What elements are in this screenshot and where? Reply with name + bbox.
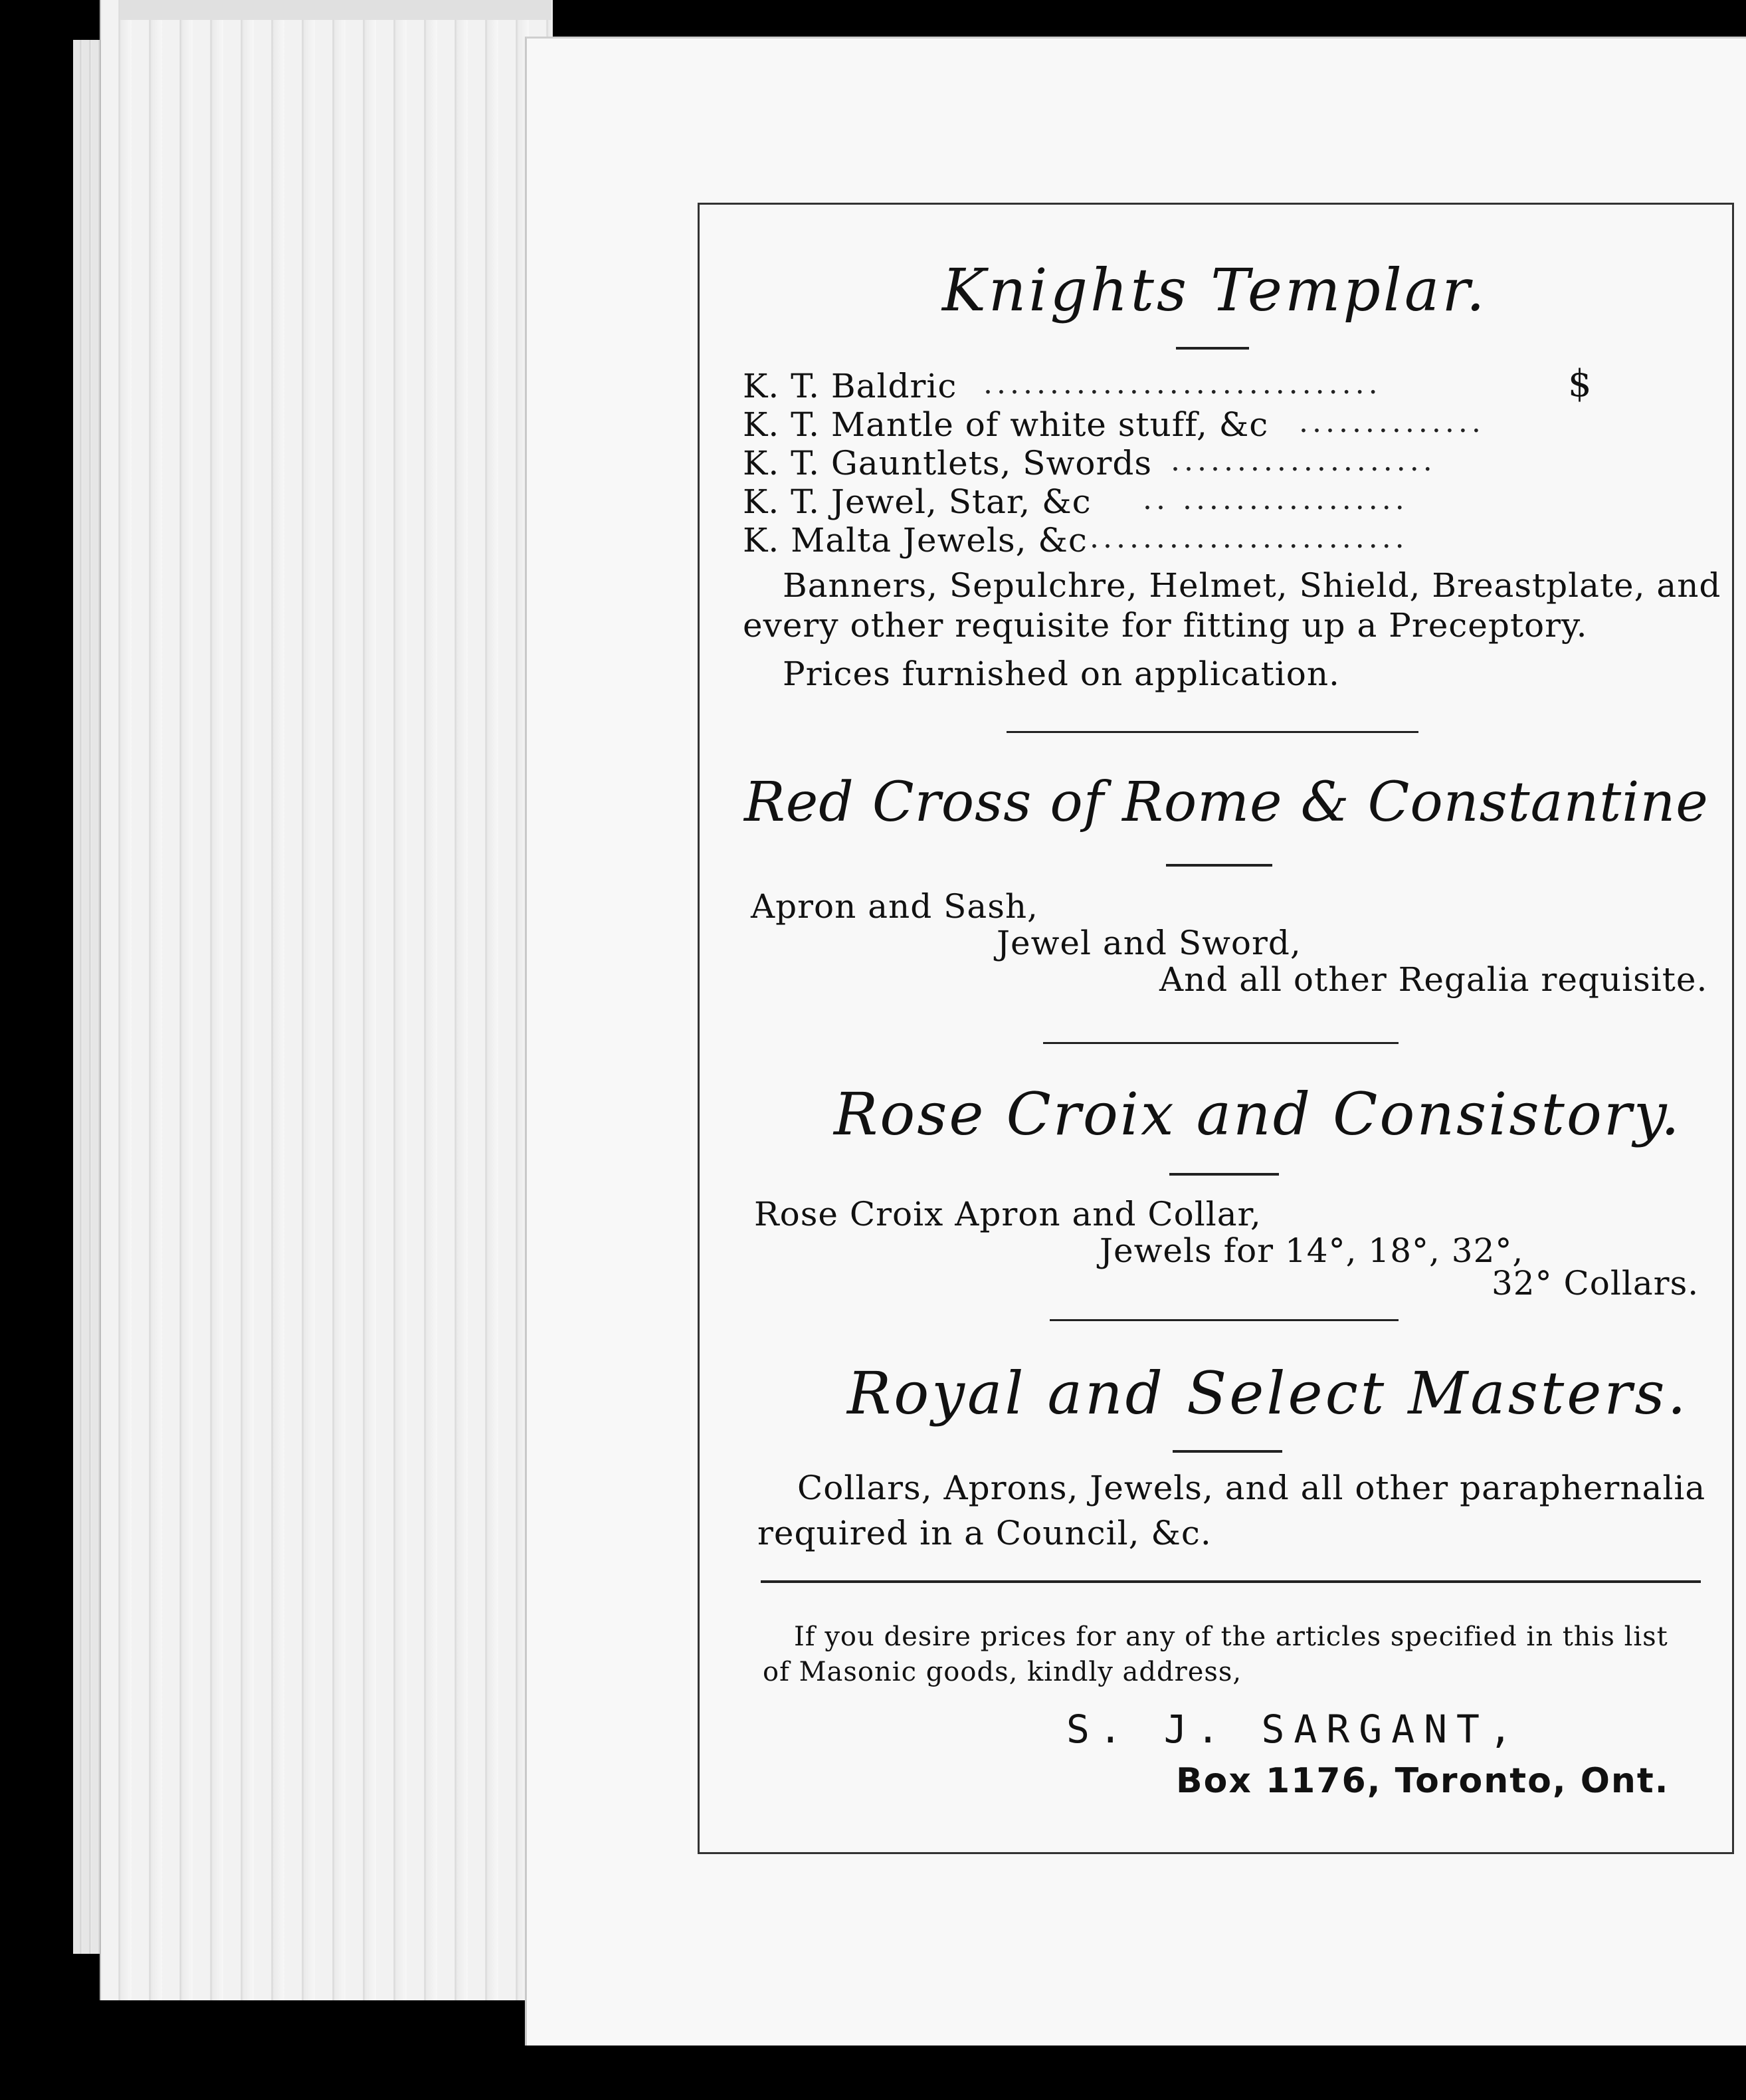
rose-croix-rule (1169, 1173, 1279, 1176)
prices-note: Prices furnished on application. (783, 655, 1340, 693)
footer-instruction-line: of Masonic goods, kindly address, (763, 1657, 1242, 1687)
regalia-paragraph-line: every other requisite for fitting up a Preceptory. (743, 606, 1588, 645)
red-cross-line: And all other Regalia requisite. (1159, 960, 1708, 999)
price-item-dots: .............. (1299, 405, 1485, 439)
rose-croix-line: 32° Collars. (1492, 1264, 1699, 1303)
book-page-edges (100, 0, 553, 2000)
red-cross-line: Apron and Sash, (751, 887, 1038, 926)
merchant-name: S. J. SARGANT, (1066, 1707, 1521, 1752)
rose-croix-heading: Rose Croix and Consistory. (834, 1080, 1682, 1148)
price-item-label: K. T. Baldric (743, 367, 957, 405)
rose-croix-line: Jewels for 14°, 18°, 32°, (1100, 1231, 1524, 1270)
section-divider (1007, 731, 1418, 733)
price-item-dots: .................... (1171, 444, 1436, 478)
book-top-edge (120, 0, 551, 20)
royal-select-rule (1173, 1450, 1282, 1453)
price-item-label: K. T. Jewel, Star, &c (743, 482, 1092, 521)
price-item-dots: ........................ (1090, 521, 1408, 555)
royal-select-line: required in a Council, &c. (757, 1514, 1212, 1552)
price-item-dots: .. ................. (1143, 482, 1408, 516)
section-divider (1050, 1319, 1399, 1321)
red-cross-rule (1166, 864, 1272, 867)
price-item-label: K. T. Mantle of white stuff, &c (743, 405, 1269, 444)
footer-divider (761, 1580, 1701, 1583)
red-cross-heading: Red Cross of Rome & Constantine (744, 771, 1709, 834)
price-item-value: $ (1568, 362, 1593, 405)
section-divider (1043, 1042, 1399, 1044)
price-item-label: K. Malta Jewels, &c (743, 521, 1088, 560)
royal-select-heading: Royal and Select Masters. (847, 1359, 1689, 1427)
footer-instruction-line: If you desire prices for any of the articles specified in this list (794, 1622, 1668, 1652)
royal-select-line: Collars, Aprons, Jewels, and all other paraphernalia (797, 1469, 1706, 1507)
merchant-address: Box 1176, Toronto, Ont. (1176, 1761, 1670, 1801)
red-cross-line: Jewel and Sword, (997, 924, 1302, 962)
price-item-dots: .............................. (983, 367, 1382, 401)
rose-croix-line: Rose Croix Apron and Collar, (754, 1195, 1262, 1233)
knights-templar-rule (1176, 347, 1249, 350)
regalia-paragraph-line: Banners, Sepulchre, Helmet, Shield, Breastplate, and (783, 566, 1721, 605)
price-item-label: K. T. Gauntlets, Swords (743, 444, 1153, 482)
knights-templar-heading: Knights Templar. (942, 256, 1488, 324)
